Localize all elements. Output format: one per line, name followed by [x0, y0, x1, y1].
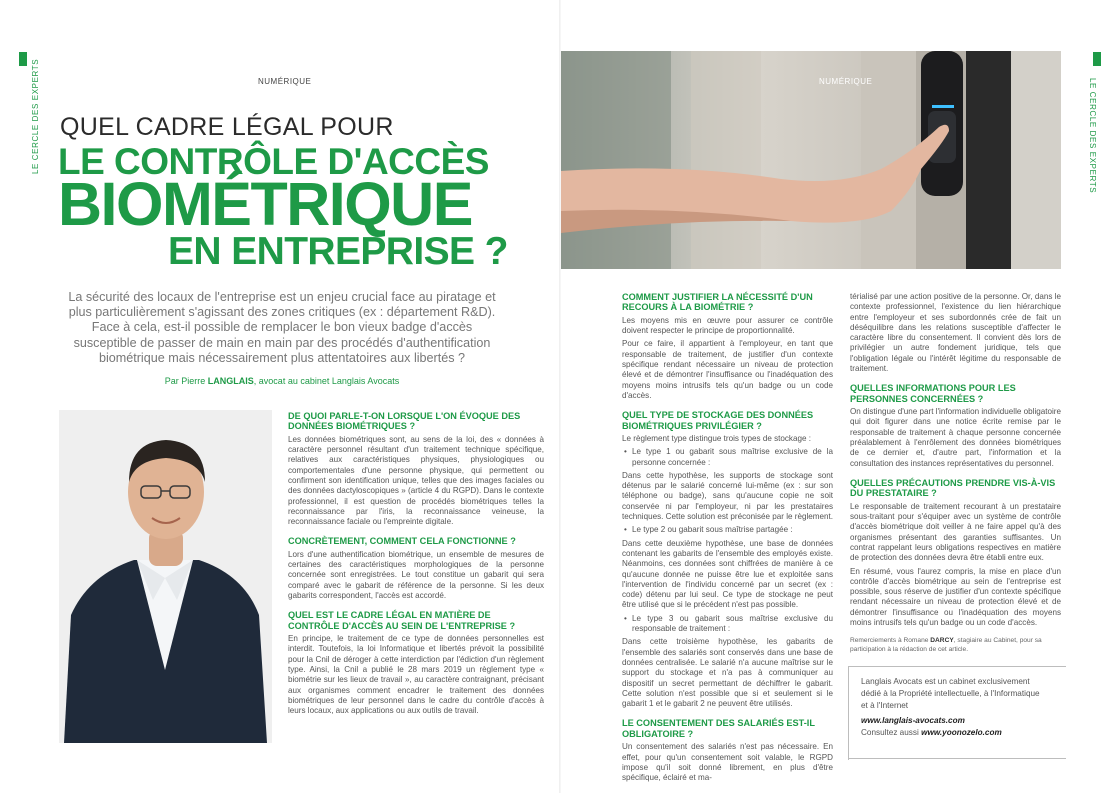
bullet-type-3: • Le type 3 ou gabarit sous maîtrise exclusive du responsable de traitement : — [622, 614, 833, 635]
portrait-illustration — [59, 410, 272, 743]
paragraph: Le règlement type distingue trois types de stockage : — [622, 434, 811, 443]
title-line-4: EN ENTREPRISE ? — [168, 230, 508, 273]
acknowledgement — [850, 637, 1061, 654]
ack-suffix: , stagiaire au Cabinet, pour sa participation à la rédaction de cet article. — [850, 637, 1042, 653]
heading-consent: LE CONSENTEMENT DES SALARIÉS EST-IL OBLIGATOIRE ? — [622, 718, 815, 739]
paragraph: Pour ce faire, il appartient à l'employeur, en tant que responsable de traitement, de justifier d'un contexte spécifique rendant nécessaire un niveau de protection élevé et de démontrer l'insuffisance ou l'inadéquation des moyens moins intrusifs tels qu'un badge ou un code d'accès. — [622, 339, 833, 400]
intro-paragraph-1: La sécurité des locaux de l'entreprise est un enjeu crucial face au piratage et plus particulièrement s'agissant des zones critiques (ex : département R&D). — [68, 290, 496, 320]
title-line-2: LE CONTRÔLE D'ACCÈS — [58, 141, 489, 182]
paragraph: Les données biométriques sont, au sens de la loi, des « données à caractère personnel résultant d'un traitement technique spécifique, relatives aux caractéristiques physiques, physiologiques ou comportementales d'une personne physique, qui permettent ou confirment son identification unique, telles que des images faciales ou des données dactyloscopiques » (article 4 du RGPD). Dans le contexte professionnel, il est question de procédés biométriques telles la reconnaissance par l'iris, la reconnaissance veineuse, la reconnaissance faciale ou l'empreinte digitale. — [288, 434, 544, 527]
paragraph: térialisé par une action positive de la personne. Or, dans le contexte professionnel, l'existence du lien hiérarchique entre l'employeur et ses subordonnés crée de fait un déséquilibre dans les relations susceptible d'affecter le caractère libre du consentement. Il convient dès lors de privilégier un autre fondement juridique, tels que l'obligation légale ou l'intérêt légitime du responsable de traitement. — [850, 292, 1061, 374]
intro-paragraph-2: Face à cela, est-il possible de remplacer le bon vieux badge d'accès susceptible de passer de main en main par des procédés d'authentification biométrique mais nécessairement plus attentatoires aux libertés ? — [73, 320, 491, 365]
hero-image — [561, 51, 1061, 269]
ack-prefix: Remerciements à Romane — [850, 637, 929, 645]
paragraph: En résumé, vous l'aurez compris, la mise en place d'un contrôle d'accès biométrique au sein de l'entreprise est possible, sous réserve de justifier d'un contexte spécifique rendant nécessaire un niveau de protection élevé et de démontrer l'insuffisance ou l'inadéquation des moyens moins intrusifs tels qu'un badge ou un code d'accès. — [850, 566, 1061, 628]
firm-info-box — [848, 666, 1066, 759]
paragraph: Dans cette hypothèse, les supports de stockage sont détenus par le salarié concerné lui-même (ex : sur son téléphone ou badge), sans qu'aucune copie ne soit conservée ni par l'employeur, ni par les prestataires techniques. Cette solution est préconisée par le règlement. — [622, 470, 834, 522]
article-column-2 — [622, 292, 833, 786]
right-page-tab — [1093, 52, 1101, 66]
paragraph: Les moyens mis en œuvre pour assurer ce contrôle doivent respecter le principe de proportionnalité. — [622, 315, 833, 336]
title-line-1: QUEL CADRE LÉGAL POUR — [60, 113, 394, 141]
byline-prefix: Par Pierre — [164, 376, 206, 386]
paragraph: On distingue d'une part l'information individuelle obligatoire qui doit figurer dans une notice écrite remise par le responsable de traitement à chaque personne concernée préalablement à l'enrôlement des données biométriques de ce dernier et, d'autre part, l'information et la consultation des instances représentatives du personnel. — [850, 407, 1061, 468]
box-line-5 — [861, 727, 1066, 739]
article-column-1 — [288, 411, 544, 720]
left-page-tab — [19, 52, 27, 66]
title-line-3: BIOMÉTRIQUE — [58, 170, 472, 238]
heading-information: QUELLES INFORMATIONS POUR LES PERSONNES CONCERNÉES ? — [850, 383, 1016, 404]
heading-justify-necessity: COMMENT JUSTIFIER LA NÉCESSITÉ D'UN RECOURS À LA BIOMÉTRIE ? — [622, 292, 813, 313]
fingerprint-scanner-illustration — [561, 51, 1061, 269]
heading-storage-type: QUEL TYPE DE STOCKAGE DES DONNÉES BIOMÉTRIQUES PRIVILÉGIER ? — [622, 410, 814, 431]
ack-name: DARCY — [930, 637, 954, 645]
secondary-website-link[interactable]: www.yoonozelo.com — [921, 728, 1002, 737]
paragraph: Lors d'une authentification biométrique, un ensemble de mesures de certaines des caractéristiques morphologiques de la personne concernée sont enregistrées. Le tout constitue un gabarit qui sera comparé avec le gabarit de référence de la personne. Si les deux gabarits correspondent, l'accès est accordé. — [288, 549, 544, 601]
box-left-rule — [848, 667, 849, 760]
byline-suffix: , avocat au cabinet Langlais Avocats — [253, 376, 400, 386]
paragraph: Dans cette troisième hypothèse, les gabarits de l'ensemble des salariés sont conservés dans une base de données centralisée. Le salarié n'a aucune maîtrise sur le support du stockage et n'a pas à communiquer au dispositif un secret permettant de déchiffrer le gabarit. Cette solution n'est possible que si et seulement si le gabarit 1 et le gabarit 2 ne peuvent être utilisés. — [622, 637, 833, 709]
paragraph: Un consentement des salariés n'est pas nécessaire. En effet, pour qu'un consentement soit valable, le RGPD impose qu'il soit donné librement, en plus d'être spécifique, éclairé et ma- — [622, 742, 833, 783]
firm-website-link[interactable]: www.langlais-avocats.com — [861, 716, 965, 725]
box-line-2: dédié à la Propriété intellectuelle, à l'Informatique — [861, 689, 1040, 698]
box-line-5-prefix: Consultez aussi — [861, 728, 919, 737]
heading-precautions: QUELLES PRÉCAUTIONS PRENDRE VIS-À-VIS DU PRESTATAIRE ? — [850, 477, 1056, 499]
side-label-left: LE CERCLE DES EXPERTS — [31, 58, 40, 174]
heading-legal-framework: QUEL EST LE CADRE LÉGAL EN MATIÈRE DE CONTRÔLE D'ACCÈS AU SEIN DE L'ENTREPRISE ? — [288, 610, 516, 631]
bullet-type-2: • Le type 2 ou gabarit sous maîtrise partagée : — [622, 525, 833, 535]
section-label-right: NUMÉRIQUE — [819, 77, 873, 86]
paragraph: Le responsable de traitement recourant à un prestataire sous-traitant pour s'équiper avec un système de contrôle d'accès biométrique doit veiller à ne faire appel qu'à des organismes présentant des garanties suffisantes. Un contrat rappelant leurs obligations respectives en matière de protection des données devra être établi entre eux. — [850, 501, 1061, 563]
byline — [66, 376, 498, 386]
author-portrait — [59, 410, 272, 743]
paragraph: Dans cette deuxième hypothèse, une base de données contenant les gabarits de l'ensemble des employés existe. Néanmoins, ces données sont chiffrées de manière à ce qu'aucune donnée ne puisse être lue et exploitée sans l'intervention de l'individu concerné par un secret (ex : code) détenu par lui seul. Ce type de stockage ne peut être utilisé que si le précédent n'est pas possible. — [622, 538, 833, 610]
intro-text — [66, 290, 498, 366]
section-label-left: NUMÉRIQUE — [258, 77, 312, 86]
heading-biometric-data: DE QUOI PARLE-T-ON LORSQUE L'ON ÉVOQUE DES DONNÉES BIOMÉTRIQUES ? — [288, 411, 521, 432]
side-label-right: LE CERCLE DES EXPERTS — [1088, 78, 1097, 194]
box-line-1: Langlais Avocats est un cabinet exclusivement — [861, 677, 1030, 686]
paragraph: En principe, le traitement de ce type de données personnelles est interdit. Toutefois, la loi Informatique et libertés prévoit la possibilité pour la Cnil de déroger à cette interdiction par l'édiction d'un règlement type. Ainsi, la Cnil a publié le 28 mars 2019 un règlement type « biométrie sur les lieux de travail », au caractère contraignant, précisant aux organismes comment encadrer le traitement des données biométriques de leur personnel dans le cadre du contrôle d'accès à leurs locaux, aux applications ou aux outils de travail. — [288, 634, 544, 716]
author-name: LANGLAIS — [207, 376, 254, 386]
article-column-3 — [850, 292, 1061, 658]
box-line-3: et à l'Internet — [861, 701, 909, 710]
bullet-type-1: • Le type 1 ou gabarit sous maîtrise exclusive de la personne concernée : — [622, 447, 833, 468]
heading-how-it-works: CONCRÈTEMENT, COMMENT CELA FONCTIONNE ? — [288, 536, 516, 547]
